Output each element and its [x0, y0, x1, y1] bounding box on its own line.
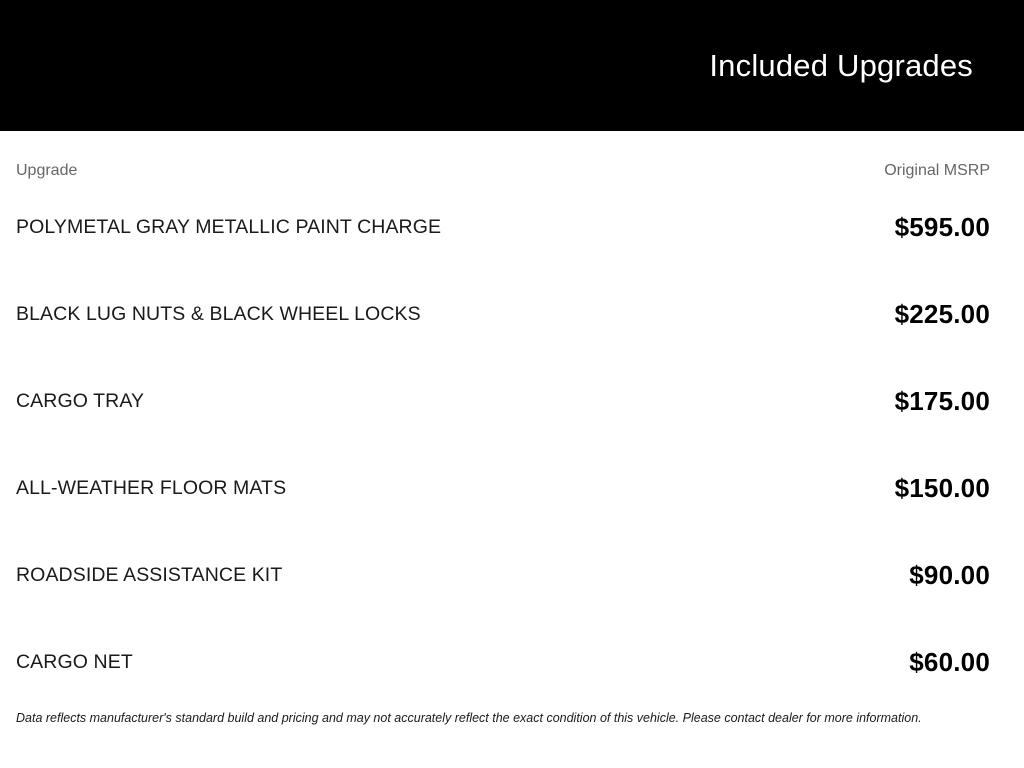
table-column-header-row — [16, 161, 990, 181]
upgrade-name: BLACK LUG NUTS & BLACK WHEEL LOCKS — [16, 303, 421, 325]
column-header-upgrade: Upgrade — [16, 162, 78, 179]
upgrade-price: $60.00 — [909, 647, 990, 677]
table-rows — [16, 184, 990, 706]
upgrade-name: POLYMETAL GRAY METALLIC PAINT CHARGE — [16, 216, 442, 238]
table-row — [16, 358, 990, 445]
table-row — [16, 445, 990, 532]
page-header — [0, 0, 1024, 131]
upgrade-price: $175.00 — [894, 386, 990, 416]
table-row — [16, 532, 990, 619]
upgrade-price: $225.00 — [894, 299, 990, 329]
page-title: Included Upgrades — [709, 47, 973, 83]
upgrade-name: CARGO TRAY — [16, 390, 145, 412]
upgrade-price: $90.00 — [909, 560, 990, 590]
table-row — [16, 619, 990, 706]
pricing-disclaimer: Data reflects manufacturer's standard build and pricing and may not accurately reflect the exact condition of this vehicle. Please contact dealer for more information. — [16, 711, 922, 725]
table-row — [16, 184, 990, 271]
table-row — [16, 271, 990, 358]
upgrade-name: CARGO NET — [16, 651, 133, 673]
upgrade-price: $150.00 — [894, 473, 990, 503]
upgrade-price: $595.00 — [894, 212, 990, 242]
upgrades-table — [0, 161, 1024, 726]
column-header-original-msrp: Original MSRP — [884, 162, 990, 179]
upgrade-name: ALL-WEATHER FLOOR MATS — [16, 477, 287, 499]
upgrade-name: ROADSIDE ASSISTANCE KIT — [16, 564, 283, 586]
